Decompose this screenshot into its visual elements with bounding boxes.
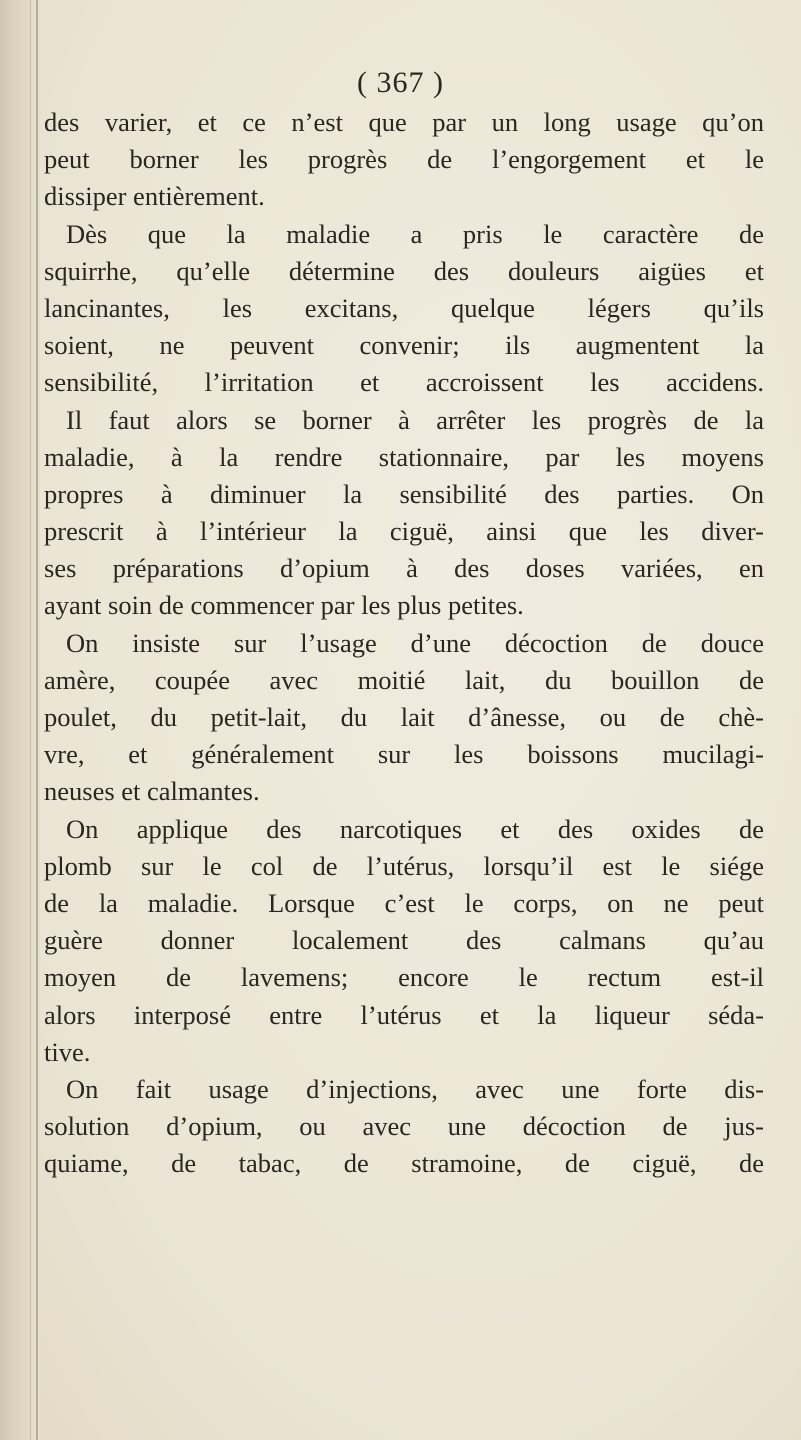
text-line: propres à diminuer la sensibilité des parties. On: [44, 478, 764, 509]
binding-edge: [36, 0, 38, 1440]
text-line: neuses et calmantes.: [44, 776, 260, 807]
text-line: ayant soin de commencer par les plus petites.: [44, 590, 524, 621]
text-line: prescrit à l’intérieur la ciguë, ainsi que les diver-: [44, 516, 764, 547]
text-line: sensibilité, l’irritation et accroissent les accidens.: [44, 367, 764, 398]
text-line: tive.: [44, 1036, 91, 1067]
page-number: ( 367 ): [357, 66, 444, 99]
text-line: vre, et généralement sur les boissons mucilagi-: [44, 739, 764, 770]
text-line: ses préparations d’opium à des doses variées, en: [44, 553, 764, 584]
text-line: guère donner localement des calmans qu’au: [44, 925, 764, 956]
text-line: maladie, à la rendre stationnaire, par les moyens: [44, 441, 764, 472]
text-line: dissiper entièrement.: [44, 181, 265, 212]
text-line: poulet, du petit-lait, du lait d’ânesse, ou de chè-: [44, 702, 764, 732]
text-line: soient, ne peuvent convenir; ils augmentent la: [44, 330, 764, 361]
text-line: des varier, et ce n’est que par un long usage qu’on: [44, 107, 764, 137]
text-line: Il faut alors se borner à arrêter les progrès de la: [66, 404, 764, 435]
text-line: de la maladie. Lorsque c’est le corps, on ne peut: [44, 887, 764, 918]
binding-edge-inner: [30, 0, 31, 1440]
text-line: moyen de lavemens; encore le rectum est-il: [44, 962, 764, 993]
text-line: amère, coupée avec moitié lait, du bouillon de: [44, 664, 764, 695]
page-gutter: [0, 0, 40, 1440]
text-line: alors interposé entre l’utérus et la liqueur séda-: [44, 999, 764, 1030]
text-line: On fait usage d’injections, avec une forte dis-: [66, 1073, 764, 1104]
text-line: lancinantes, les excitans, quelque légers qu’ils: [44, 292, 764, 323]
body-text: [44, 104, 764, 1182]
text-line: squirrhe, qu’elle détermine des douleurs aigües et: [44, 255, 764, 286]
text-line: solution d’opium, ou avec une décoction de jus-: [44, 1111, 764, 1142]
text-line: On insiste sur l’usage d’une décoction de douce: [66, 627, 764, 658]
text-line: On applique des narcotiques et des oxides de: [66, 813, 764, 844]
text-line: plomb sur le col de l’utérus, lorsqu’il est le siége: [44, 850, 764, 881]
text-line: quiame, de tabac, de stramoine, de ciguë, de: [44, 1148, 764, 1179]
text-line: Dès que la maladie a pris le caractère de: [66, 218, 764, 249]
text-line: peut borner les progrès de l’engorgement et le: [44, 144, 764, 175]
